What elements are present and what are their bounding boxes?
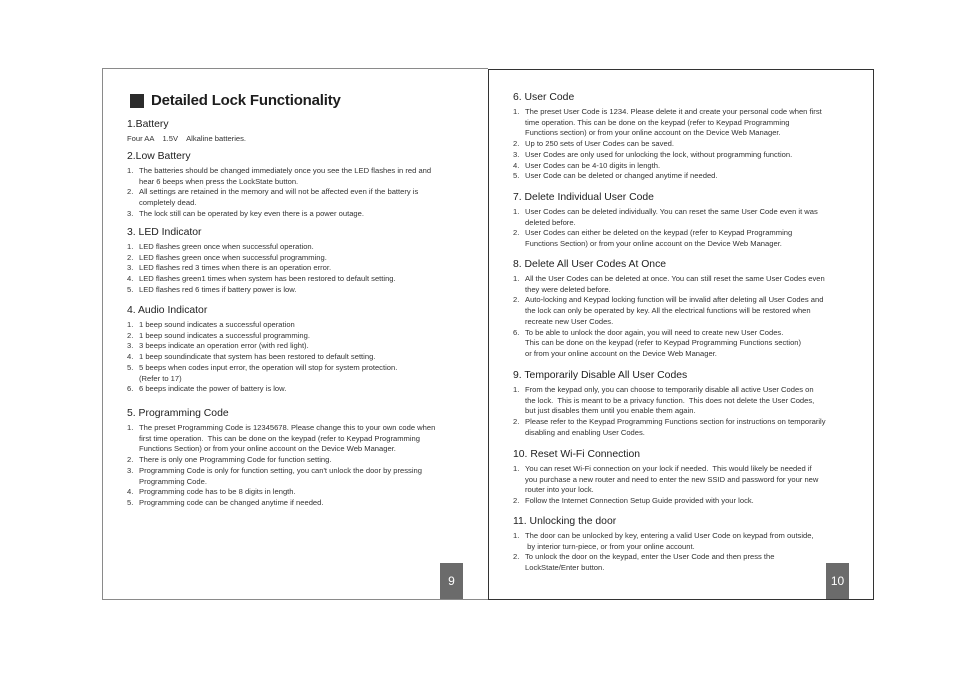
list-item-line: Programming Code. <box>139 476 207 486</box>
list-item-line: The preset Programming Code is 12345678. Please change this to your own code when <box>139 423 436 432</box>
list-item-line: (Refer to 17) <box>139 373 182 383</box>
list-item-number: 5. <box>127 362 134 372</box>
list-item-number: 1. <box>127 423 134 432</box>
list-item <box>513 552 858 573</box>
list-item <box>127 487 472 498</box>
list-item-number: 4. <box>127 487 134 497</box>
list-item-line: disabling and enabling User Codes. <box>525 427 645 437</box>
list-item <box>513 417 858 438</box>
list-item-text <box>139 253 472 264</box>
list-item <box>513 496 858 507</box>
list-item-text <box>525 328 858 360</box>
list-item <box>513 171 858 182</box>
list-item <box>513 464 858 496</box>
list-item-line: User Codes can be deleted individually. You can reset the same User Code even it was <box>525 207 818 216</box>
list-item-line: User Codes can either be deleted on the keypad (refer to Keypad Programming <box>525 228 793 238</box>
list-item-text <box>139 320 472 331</box>
list-item-number: 1. <box>127 242 134 251</box>
list-item-number: 2. <box>127 187 134 197</box>
list-item-number: 2. <box>513 228 520 238</box>
list-item <box>127 384 472 395</box>
list-item-line: Functions Section) or from your online account on the Device Web Manager. <box>139 444 396 454</box>
list-item-line: the lock can only be operated by key. All the electrical functions will be restored when <box>525 306 811 316</box>
list-item-text <box>139 352 472 363</box>
delete-all-heading: 8. Delete All User Codes At Once <box>513 259 667 270</box>
list-item-line: 1 beep soundindicate that system has been restored to default setting. <box>139 352 376 362</box>
list-item-number: 3. <box>127 465 134 475</box>
list-item-text <box>525 228 858 249</box>
list-item-number: 5. <box>513 171 520 181</box>
list-item-text <box>139 285 472 296</box>
list-item-line: 1 beep sound indicates a successful operation <box>139 320 295 329</box>
battery-heading: 1.Battery <box>127 119 169 130</box>
list-item-text <box>525 107 858 139</box>
list-item-number: 2. <box>513 496 520 506</box>
list-item-line: LED flashes red 3 times when there is an operation error. <box>139 263 332 273</box>
list-item-number: 6. <box>513 327 520 337</box>
list-item-line: The lock still can be operated by key even there is a power outage. <box>139 208 364 218</box>
list-item <box>127 363 472 384</box>
list-item-line: All the User Codes can be deleted at once. You can still reset the same User Codes even <box>525 274 825 283</box>
list-item-line: completely dead. <box>139 198 197 208</box>
list-item-number: 1. <box>513 464 520 473</box>
temporarily-disable-section <box>513 370 858 439</box>
list-item-line: User Code can be deleted or changed anytime if needed. <box>525 171 718 181</box>
list-item-text <box>525 417 858 438</box>
list-item-line: Auto-locking and Keypad locking function will be invalid after deleting all User Codes and <box>525 295 824 305</box>
low-battery-section <box>127 151 472 220</box>
list-item-line: Follow the Internet Connection Setup Guide provided with your lock. <box>525 496 754 506</box>
page-number-badge: 9 <box>440 563 463 599</box>
list-item-line: LED flashes green once when successful programming. <box>139 252 327 262</box>
list-item-line: 3 beeps indicate an operation error (with red light). <box>139 341 309 351</box>
list-item-line: Programming Code is only for function setting, you can't unlock the door by pressing <box>139 465 422 475</box>
list-item-text <box>525 531 858 552</box>
list-item <box>127 331 472 342</box>
list-item-text <box>525 464 858 496</box>
list-item-line: time operation. This can be done on the keypad (refer to Keypad Programming <box>525 117 790 127</box>
list-item-line: hear 6 beeps when press the LockState button. <box>139 176 299 186</box>
list-item-number: 3. <box>513 149 520 159</box>
list-item-number: 1. <box>513 385 520 394</box>
list-item-number: 1. <box>513 107 520 116</box>
list-item <box>513 139 858 150</box>
list-item-text <box>525 552 858 573</box>
list-item-line: Please refer to the Keypad Programming Functions section for instructions on temporarily <box>525 417 826 427</box>
list-item-line: The door can be unlocked by key, entering a valid User Code on keypad from outside, <box>525 531 814 540</box>
list-item <box>127 352 472 363</box>
list-item-text <box>525 496 858 507</box>
list-item-number: 1. <box>513 207 520 216</box>
right-manual-page <box>488 69 874 600</box>
programming-code-section <box>127 408 472 509</box>
list-item <box>513 385 858 417</box>
list-item-number: 2. <box>513 139 520 149</box>
list-item-line: by interior turn-piece, or from your online account. <box>525 541 695 551</box>
list-item-text <box>139 363 472 384</box>
temporarily-disable-heading: 9. Temporarily Disable All User Codes <box>513 370 688 381</box>
list-item-text <box>525 150 858 161</box>
battery-text: Four AA 1.5V Alkaline batteries. <box>127 134 247 143</box>
list-item <box>513 295 858 327</box>
battery-section <box>127 119 472 145</box>
list-item-text <box>139 187 472 208</box>
page-number-badge: 10 <box>826 563 849 599</box>
list-item-line: Up to 250 sets of User Codes can be saved. <box>525 139 675 149</box>
list-item-line: you purchase a new router and need to enter the new SSID and password for your new <box>525 474 819 484</box>
list-item-text <box>139 274 472 285</box>
list-item <box>127 466 472 487</box>
list-item <box>127 166 472 187</box>
list-item-number: 3. <box>127 208 134 218</box>
list-item-text <box>139 331 472 342</box>
list-item <box>513 107 858 139</box>
list-item-text <box>139 466 472 487</box>
list-item-line: the lock. This is meant to be a privacy function. This does not delete the User Codes, <box>525 395 815 405</box>
list-item-number: 2. <box>127 252 134 262</box>
list-item <box>127 423 472 455</box>
list-item-number: 1. <box>127 166 134 175</box>
user-code-section <box>513 92 858 182</box>
list-item <box>127 274 472 285</box>
section-title-block <box>130 92 341 109</box>
list-item-text <box>139 455 472 466</box>
list-item-number: 2. <box>513 552 520 562</box>
list-item-number: 1. <box>127 320 134 329</box>
unlocking-door-heading: 11. Unlocking the door <box>513 516 617 527</box>
list-item-text <box>139 384 472 395</box>
audio-indicator-section <box>127 305 472 395</box>
list-item-number: 3. <box>127 263 134 273</box>
list-item <box>513 228 858 249</box>
list-item-text <box>525 139 858 150</box>
list-item-number: 6. <box>127 384 134 394</box>
list-item-line: router into your lock. <box>525 485 594 495</box>
list-item <box>513 207 858 228</box>
list-item <box>513 150 858 161</box>
list-item-text <box>139 263 472 274</box>
left-manual-page <box>102 68 488 600</box>
list-item <box>127 209 472 220</box>
list-item-number: 5. <box>127 284 134 294</box>
list-item <box>127 455 472 466</box>
list-item <box>513 274 858 295</box>
list-item-number: 1. <box>513 531 520 540</box>
list-item <box>127 242 472 253</box>
list-item-number: 4. <box>513 160 520 170</box>
list-item-line: There is only one Programming Code for function setting. <box>139 455 332 465</box>
list-item-text <box>525 171 858 182</box>
programming-code-heading: 5. Programming Code <box>127 408 229 419</box>
list-item-text <box>139 166 472 187</box>
title-square-icon <box>130 94 144 108</box>
list-item-line: The batteries should be changed immediately once you see the LED flashes in red and <box>139 166 432 175</box>
list-item-line: User Codes can be 4-10 digits in length. <box>525 160 661 170</box>
list-item-number: 5. <box>127 497 134 507</box>
list-item-line: Functions Section) or from your online account on the Device Web Manager. <box>525 239 782 249</box>
list-item-line: they were deleted before. <box>525 284 611 294</box>
list-item-line: LockState/Enter button. <box>525 563 605 573</box>
list-item-line: This can be done on the keypad (refer to Keypad Programming Functions section) <box>525 338 802 348</box>
reset-wifi-heading: 10. Reset Wi-Fi Connection <box>513 449 641 460</box>
list-item-line: deleted before. <box>525 217 576 227</box>
list-item-line: first time operation. This can be done on the keypad (refer to Keypad Programming <box>139 433 420 443</box>
audio-indicator-heading: 4. Audio Indicator <box>127 305 208 316</box>
delete-all-section <box>513 259 858 360</box>
list-item-line: LED flashes green1 times when system has been restored to default setting. <box>139 274 396 284</box>
list-item-text <box>139 498 472 509</box>
list-item-number: 2. <box>127 455 134 465</box>
list-item-line: You can reset Wi-Fi connection on your lock if needed. This would likely be needed if <box>525 464 812 473</box>
list-item-line: or from your online account on the Device Web Manager. <box>525 348 717 358</box>
list-item-line: User Codes are only used for unlocking the lock, without programming function. <box>525 149 793 159</box>
list-item <box>127 341 472 352</box>
list-item <box>127 320 472 331</box>
list-item-text <box>139 423 472 455</box>
list-item-line: 5 beeps when codes input error, the operation will stop for system protection. <box>139 362 398 372</box>
list-item-line: Programming code has to be 8 digits in length. <box>139 487 296 497</box>
list-item <box>127 263 472 274</box>
list-item <box>513 328 858 360</box>
list-item-line: The preset User Code is 1234. Please delete it and create your personal code when first <box>525 107 822 116</box>
led-indicator-heading: 3. LED Indicator <box>127 227 202 238</box>
list-item-line: To be able to unlock the door again, you will need to create new User Codes. <box>525 327 784 337</box>
list-item-line: Programming code can be changed anytime if needed. <box>139 497 324 507</box>
list-item <box>513 161 858 172</box>
list-item-text <box>525 274 858 295</box>
unlocking-door-section <box>513 516 858 574</box>
list-item-line: LED flashes red 6 times if battery power is low. <box>139 284 297 294</box>
page-title: Detailed Lock Functionality <box>151 92 341 109</box>
list-item-line: 6 beeps indicate the power of battery is low. <box>139 384 287 394</box>
list-item-text <box>139 341 472 352</box>
user-code-heading: 6. User Code <box>513 92 575 103</box>
list-item-number: 3. <box>127 341 134 351</box>
list-item <box>127 285 472 296</box>
led-indicator-section <box>127 227 472 296</box>
list-item-text <box>525 161 858 172</box>
list-item-number: 4. <box>127 352 134 362</box>
low-battery-heading: 2.Low Battery <box>127 151 191 162</box>
delete-individual-heading: 7. Delete Individual User Code <box>513 192 654 203</box>
list-item-line: Functions section) or from your online account on the Device Web Manager. <box>525 128 781 138</box>
list-item-line: All settings are retained in the memory and will not be affected even if the battery is <box>139 187 419 197</box>
list-item-line: recreate new User Codes. <box>525 316 614 326</box>
list-item-number: 1. <box>513 274 520 283</box>
list-item-number: 2. <box>513 295 520 305</box>
list-item-text <box>525 295 858 327</box>
list-item-text <box>139 209 472 220</box>
list-item <box>513 531 858 552</box>
list-item-number: 4. <box>127 274 134 284</box>
list-item-line: To unlock the door on the keypad, enter the User Code and then press the <box>525 552 775 562</box>
list-item <box>127 187 472 208</box>
list-item-line: From the keypad only, you can choose to temporarily disable all active User Codes on <box>525 385 814 394</box>
delete-individual-section <box>513 192 858 250</box>
list-item-text <box>139 242 472 253</box>
list-item-line: but just disables them until you enable them again. <box>525 406 696 416</box>
list-item <box>127 253 472 264</box>
list-item-line: 1 beep sound indicates a successful programming. <box>139 330 310 340</box>
list-item-text <box>525 385 858 417</box>
list-item-text <box>525 207 858 228</box>
reset-wifi-section <box>513 449 858 507</box>
list-item-line: LED flashes green once when successful operation. <box>139 242 314 251</box>
list-item-number: 2. <box>513 417 520 427</box>
list-item <box>127 498 472 509</box>
list-item-number: 2. <box>127 330 134 340</box>
list-item-text <box>139 487 472 498</box>
